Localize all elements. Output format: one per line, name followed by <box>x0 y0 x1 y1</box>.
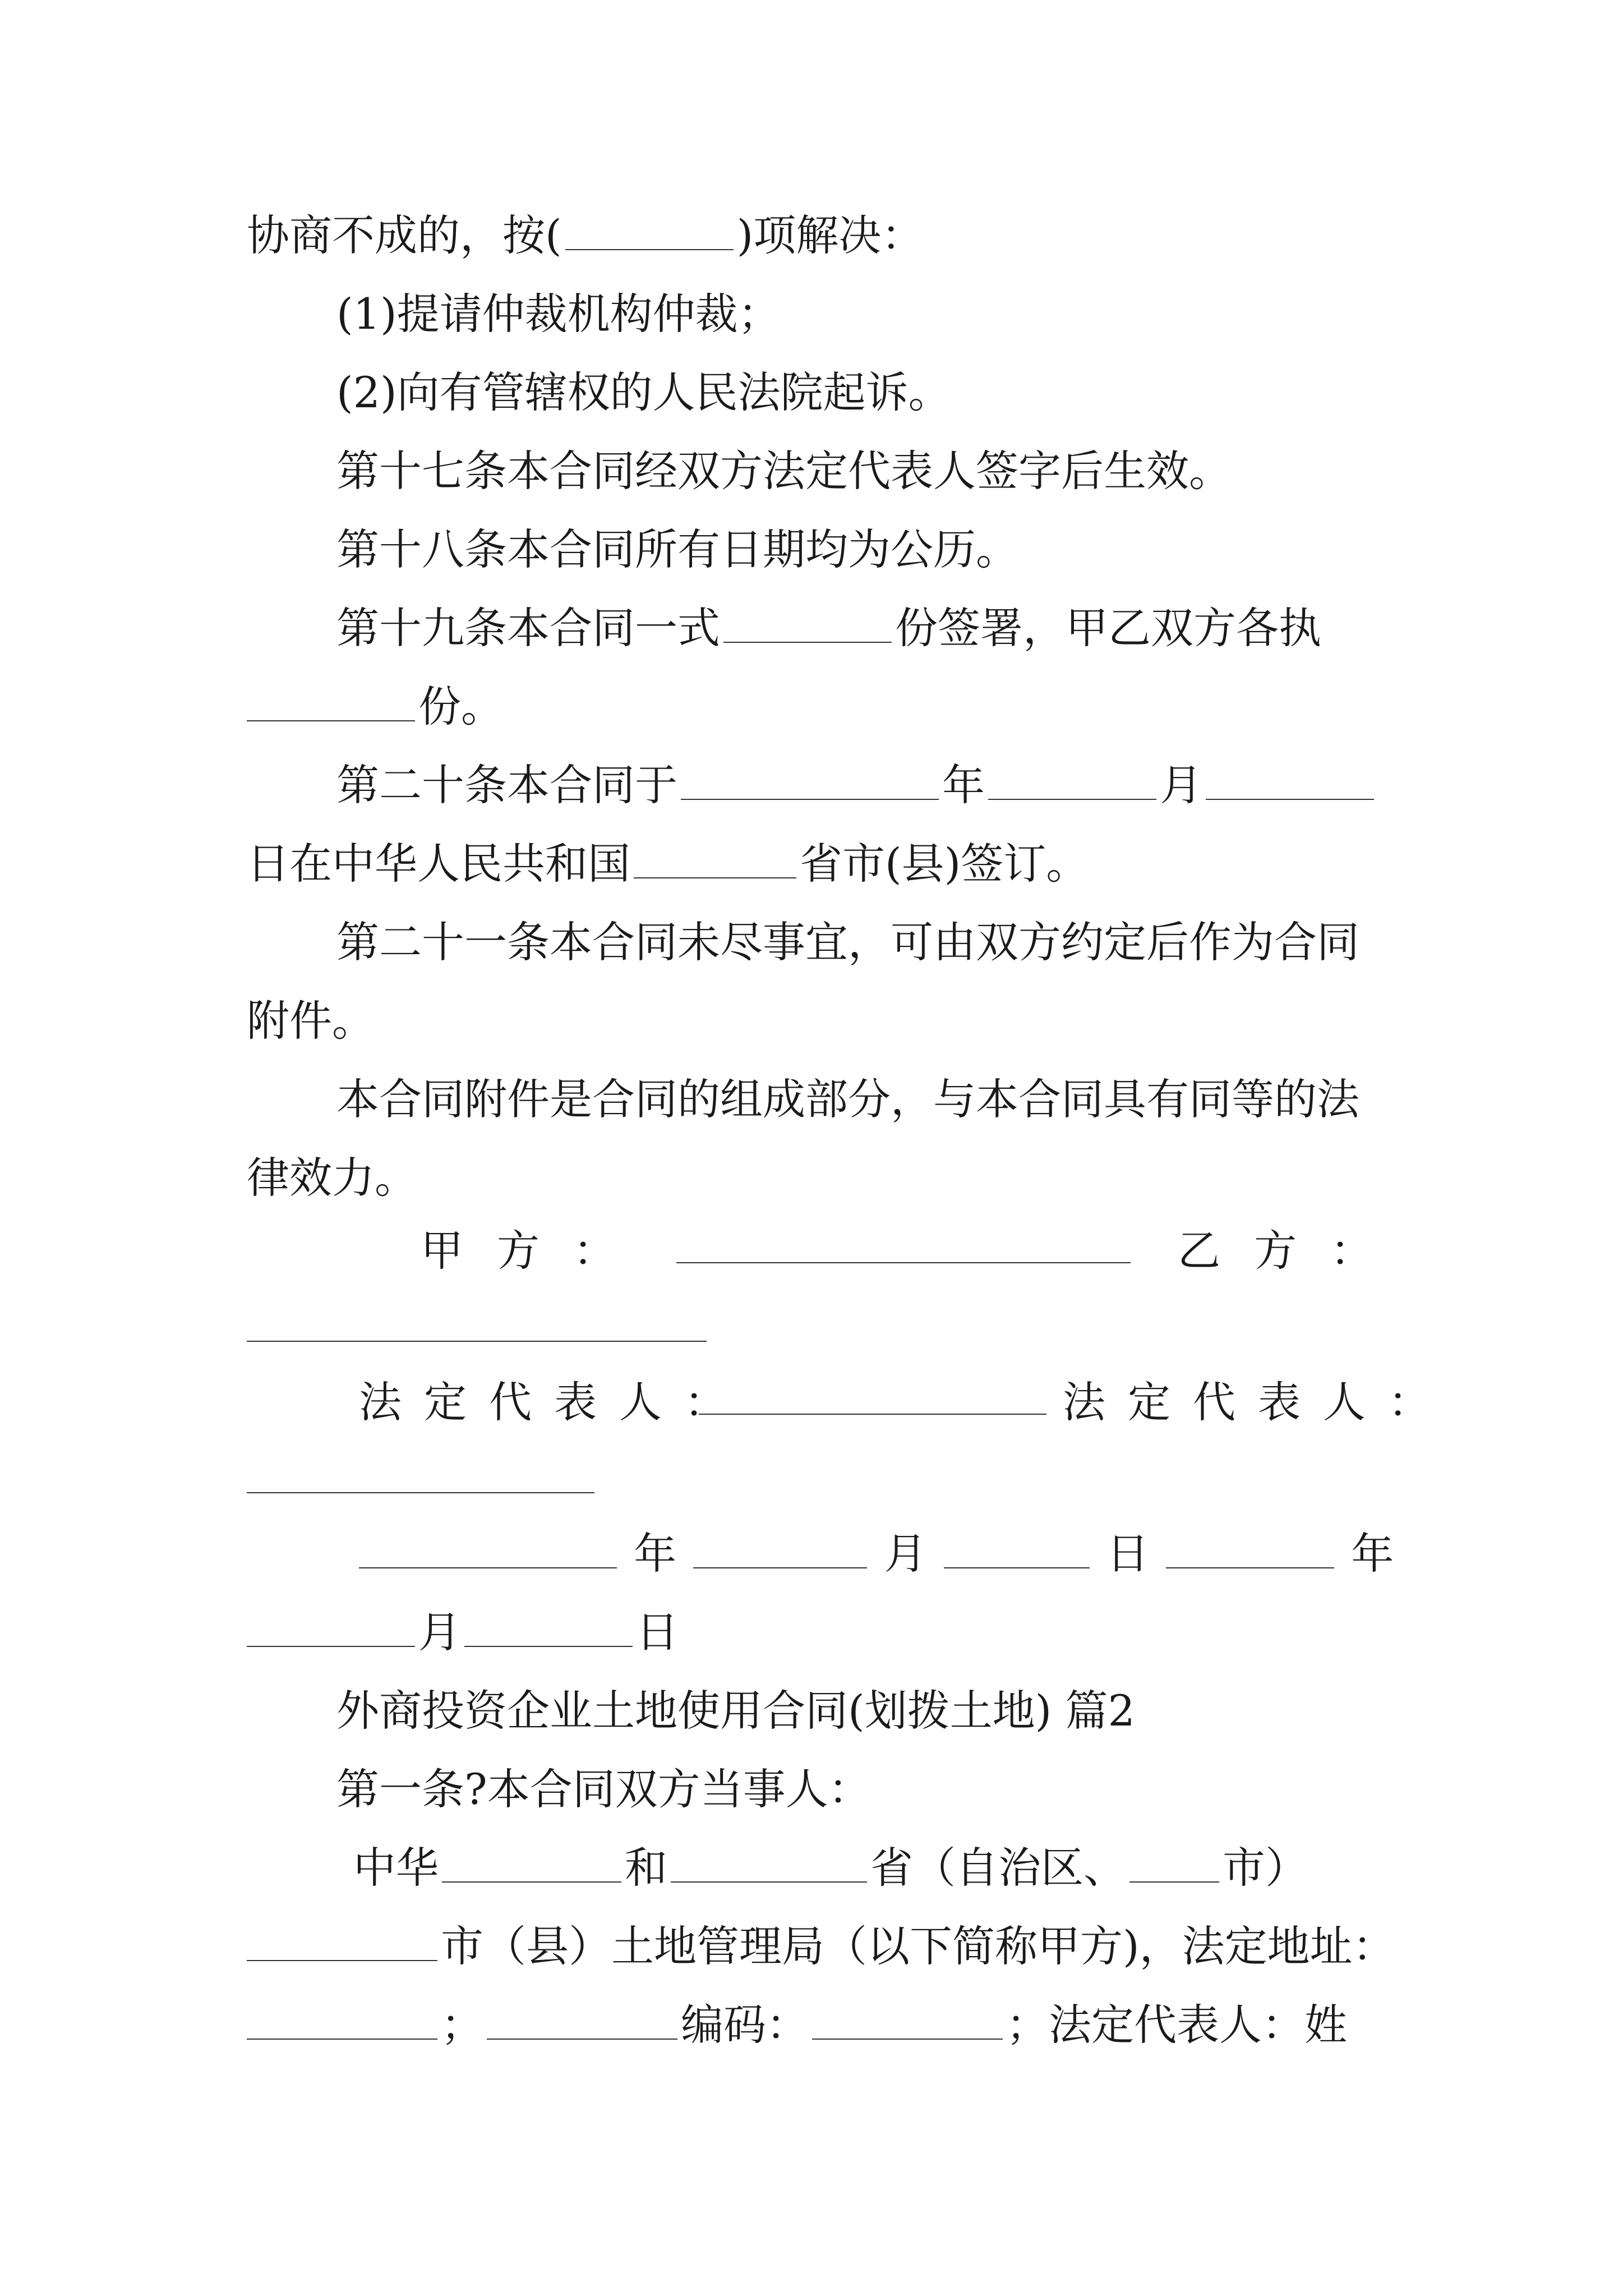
fill-blank <box>634 838 796 878</box>
fill-blank <box>442 1842 621 1883</box>
fill-blank <box>944 1528 1090 1568</box>
text: 年 <box>634 1529 677 1579</box>
fill-blank <box>1129 1842 1219 1883</box>
fill-blank <box>681 760 939 800</box>
text-line <box>336 757 1377 813</box>
text-line: 附件。 <box>247 996 375 1046</box>
party-b-blank <box>247 1301 707 1342</box>
party-a-blank <box>676 1223 1131 1263</box>
text: 月 <box>1160 760 1202 810</box>
fill-blank <box>487 1999 677 2040</box>
text: 第二十条本合同于 <box>336 760 677 810</box>
text-line: (1)提请仲裁机构仲裁； <box>336 289 781 339</box>
text-line: 律效力。 <box>247 1153 417 1203</box>
rep-a-label: 法定代表人： <box>359 1377 749 1427</box>
fill-blank <box>359 1528 617 1568</box>
text: 第十九条本合同一式 <box>336 603 720 653</box>
text: 协商不成的，按( <box>247 210 562 260</box>
text-line <box>247 1997 1347 2053</box>
text: 年 <box>942 760 985 810</box>
rep-b-label: 法定代表人： <box>1063 1377 1453 1427</box>
text-line <box>247 208 924 264</box>
sign-date-line <box>359 1526 1394 1582</box>
fill-blank <box>988 760 1156 800</box>
text: 日在中华人民共和国 <box>247 839 630 889</box>
fill-blank <box>723 602 892 643</box>
text: 省市(县)签订。 <box>800 839 1089 889</box>
text-line: 第一条?本合同双方当事人： <box>336 1764 871 1814</box>
fill-blank <box>247 1999 437 2040</box>
rep-b-blank <box>247 1453 594 1493</box>
fill-blank <box>1206 760 1374 800</box>
fill-blank <box>464 1607 633 1647</box>
text: 月 <box>884 1529 927 1579</box>
text: 和 <box>625 1843 667 1893</box>
section-title: 外商投资企业土地使用合同(划拨土地) 篇2 <box>336 1686 1135 1736</box>
text: 月 <box>418 1607 461 1657</box>
text: 中华 <box>353 1843 439 1893</box>
text-line: 第十八条本合同所有日期均为公历。 <box>336 524 1018 574</box>
text-line: 第十七条本合同经双方法定代表人签字后生效。 <box>336 446 1232 496</box>
text-line: (2)向有管辖权的人民法院起诉。 <box>336 367 951 417</box>
text: ； <box>441 2000 483 2050</box>
fill-blank <box>565 210 734 250</box>
party-b-label: 乙方： <box>1178 1226 1407 1276</box>
text-line: 本合同附件是合同的组成部分，与本合同具有同等的法 <box>336 1074 1359 1124</box>
text-line <box>247 679 504 735</box>
text: 市） <box>1223 1843 1308 1893</box>
text-line <box>336 600 1321 656</box>
party-a-label: 甲方： <box>421 1226 649 1276</box>
sign-date-line <box>247 1604 679 1660</box>
fill-blank <box>1166 1528 1334 1568</box>
rep-a-blank <box>699 1374 1046 1415</box>
fill-blank <box>247 1607 415 1647</box>
text: 日 <box>1106 1529 1149 1579</box>
text: 市（县）土地管理局（以下简称甲方)，法定地址： <box>441 1921 1395 1971</box>
text: 年 <box>1351 1529 1394 1579</box>
text-line <box>247 1918 1395 1975</box>
fill-blank <box>812 1999 1003 2040</box>
text-line: 第二十一条本合同未尽事宜，可由双方约定后作为合同 <box>336 917 1359 967</box>
text: 省（自治区、 <box>870 1843 1126 1893</box>
fill-blank <box>693 1528 867 1568</box>
text: ；法定代表人：姓 <box>1006 2000 1347 2050</box>
text: 日 <box>636 1607 679 1657</box>
text-line <box>247 836 1089 892</box>
fill-blank <box>247 1921 437 1961</box>
text: 份。 <box>418 682 504 731</box>
text: 编码： <box>681 2000 809 2050</box>
fill-blank <box>671 1842 867 1883</box>
text: )项解决： <box>736 210 924 260</box>
text: 份签署，甲乙双方各执 <box>895 603 1321 653</box>
text-line <box>353 1840 1308 1896</box>
fill-blank <box>247 681 415 721</box>
